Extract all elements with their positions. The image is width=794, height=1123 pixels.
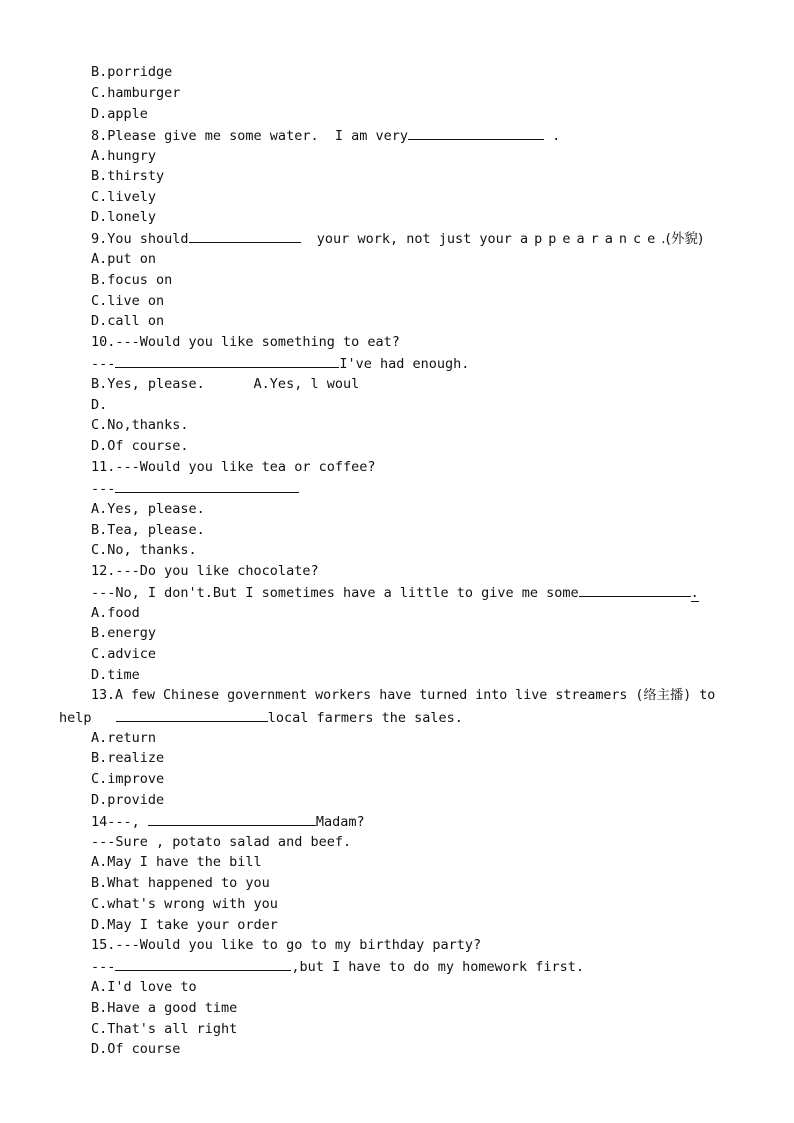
q13-stem-text: 13.A few Chinese government workers have turned into live streamers (络主播) to bbox=[91, 688, 716, 703]
q11-stem: 11.---Would you like tea or coffee? bbox=[91, 459, 376, 475]
q8-stem-line bbox=[91, 126, 560, 145]
q7-option-c: C.hamburger bbox=[91, 85, 181, 101]
q15-stem: 15.---Would you like to go to my birthday party? bbox=[91, 937, 482, 953]
q13-option-d: D.provide bbox=[91, 792, 165, 808]
q12-option-d: D.time bbox=[91, 667, 140, 683]
q9-answer-blank bbox=[189, 229, 301, 243]
q13-line2-end: local farmers the sales. bbox=[267, 710, 463, 726]
q12-reply-line bbox=[91, 583, 699, 602]
q12-option-b: B.energy bbox=[91, 625, 157, 641]
q12-reply: ---No, I don't.But I sometimes have a little to give me some bbox=[91, 585, 579, 601]
q12-option-c: C.advice bbox=[91, 646, 157, 662]
q11-answer-blank bbox=[115, 479, 299, 493]
q14-option-c: C.what's wrong with you bbox=[91, 896, 278, 912]
q14-stem-line bbox=[91, 812, 365, 831]
q14-stem-end: Madam? bbox=[315, 814, 365, 830]
q11-option-b: B.Tea, please. bbox=[91, 522, 205, 538]
q11-reply-prefix: --- bbox=[91, 481, 116, 497]
q8-option-c: C.lively bbox=[91, 189, 157, 205]
q12-reply-end: . bbox=[690, 585, 699, 601]
q9-option-a: A.put on bbox=[91, 251, 157, 267]
q15-reply-end: ,but I have to do my homework first. bbox=[291, 959, 584, 975]
q15-option-c: C.That's all right bbox=[91, 1021, 238, 1037]
q8-answer-blank bbox=[408, 126, 544, 140]
q12-stem: 12.---Do you like chocolate? bbox=[91, 563, 319, 579]
q9-stem-line bbox=[91, 229, 703, 248]
q13-stem bbox=[91, 687, 715, 705]
q9-gloss: .(外貌) bbox=[661, 231, 704, 247]
q8-stem-end: . bbox=[543, 128, 561, 144]
q10-answer-blank bbox=[115, 354, 339, 368]
q14-answer-blank bbox=[148, 812, 316, 826]
q8-option-d: D.lonely bbox=[91, 209, 157, 225]
q9-stem-mid: your work, not just your bbox=[300, 231, 520, 247]
q14-stem-prefix: 14---, bbox=[91, 814, 148, 830]
q9-spaced-word: appearance bbox=[520, 231, 662, 247]
q12-answer-blank bbox=[579, 583, 691, 597]
q7-option-b: B.porridge bbox=[91, 64, 173, 80]
q13-line2-prefix: help bbox=[59, 710, 108, 726]
q15-option-d: D.Of course bbox=[91, 1041, 181, 1057]
q9-stem: 9.You should bbox=[91, 231, 189, 247]
q8-option-a: A.hungry bbox=[91, 148, 157, 164]
q11-option-a: A.Yes, please. bbox=[91, 501, 205, 517]
q7-option-d: D.apple bbox=[91, 106, 148, 122]
q8-option-b: B.thirsty bbox=[91, 168, 165, 184]
q14-option-b: B.What happened to you bbox=[91, 875, 270, 891]
q10-option-c: C.No,thanks. bbox=[91, 417, 189, 433]
q14-option-d: D.May I take your order bbox=[91, 917, 278, 933]
q10-reply-end: I've had enough. bbox=[339, 356, 470, 372]
q9-option-d: D.call on bbox=[91, 313, 165, 329]
q11-reply-line bbox=[91, 479, 299, 498]
q13-answer-blank bbox=[116, 708, 268, 722]
q12-option-a: A.food bbox=[91, 605, 140, 621]
q15-option-b: B.Have a good time bbox=[91, 1000, 238, 1016]
q15-answer-blank bbox=[115, 957, 291, 971]
q10-stem: 10.---Would you like something to eat? bbox=[91, 334, 400, 350]
q13-line2 bbox=[59, 708, 463, 727]
q10-option-d: D.Of course. bbox=[91, 438, 189, 454]
q10-reply-prefix: --- bbox=[91, 356, 116, 372]
q9-option-c: C.live on bbox=[91, 293, 165, 309]
q15-reply-line bbox=[91, 957, 584, 976]
q14-option-a: A.May I have the bill bbox=[91, 854, 262, 870]
q13-option-a: A.return bbox=[91, 730, 157, 746]
q8-stem: 8.Please give me some water. I am very bbox=[91, 128, 408, 144]
q13-option-b: B.realize bbox=[91, 750, 165, 766]
q15-reply-prefix: --- bbox=[91, 959, 116, 975]
q9-option-b: B.focus on bbox=[91, 272, 173, 288]
q11-option-c: C.No, thanks. bbox=[91, 542, 197, 558]
q13-option-c: C.improve bbox=[91, 771, 165, 787]
q14-reply: ---Sure , potato salad and beef. bbox=[91, 834, 352, 850]
q15-option-a: A.I'd love to bbox=[91, 979, 197, 995]
q10-option-row: B.Yes, please. A.Yes, l woul bbox=[91, 376, 360, 392]
q10-option-wrap: D. bbox=[91, 397, 108, 413]
q10-reply-line bbox=[91, 354, 469, 373]
